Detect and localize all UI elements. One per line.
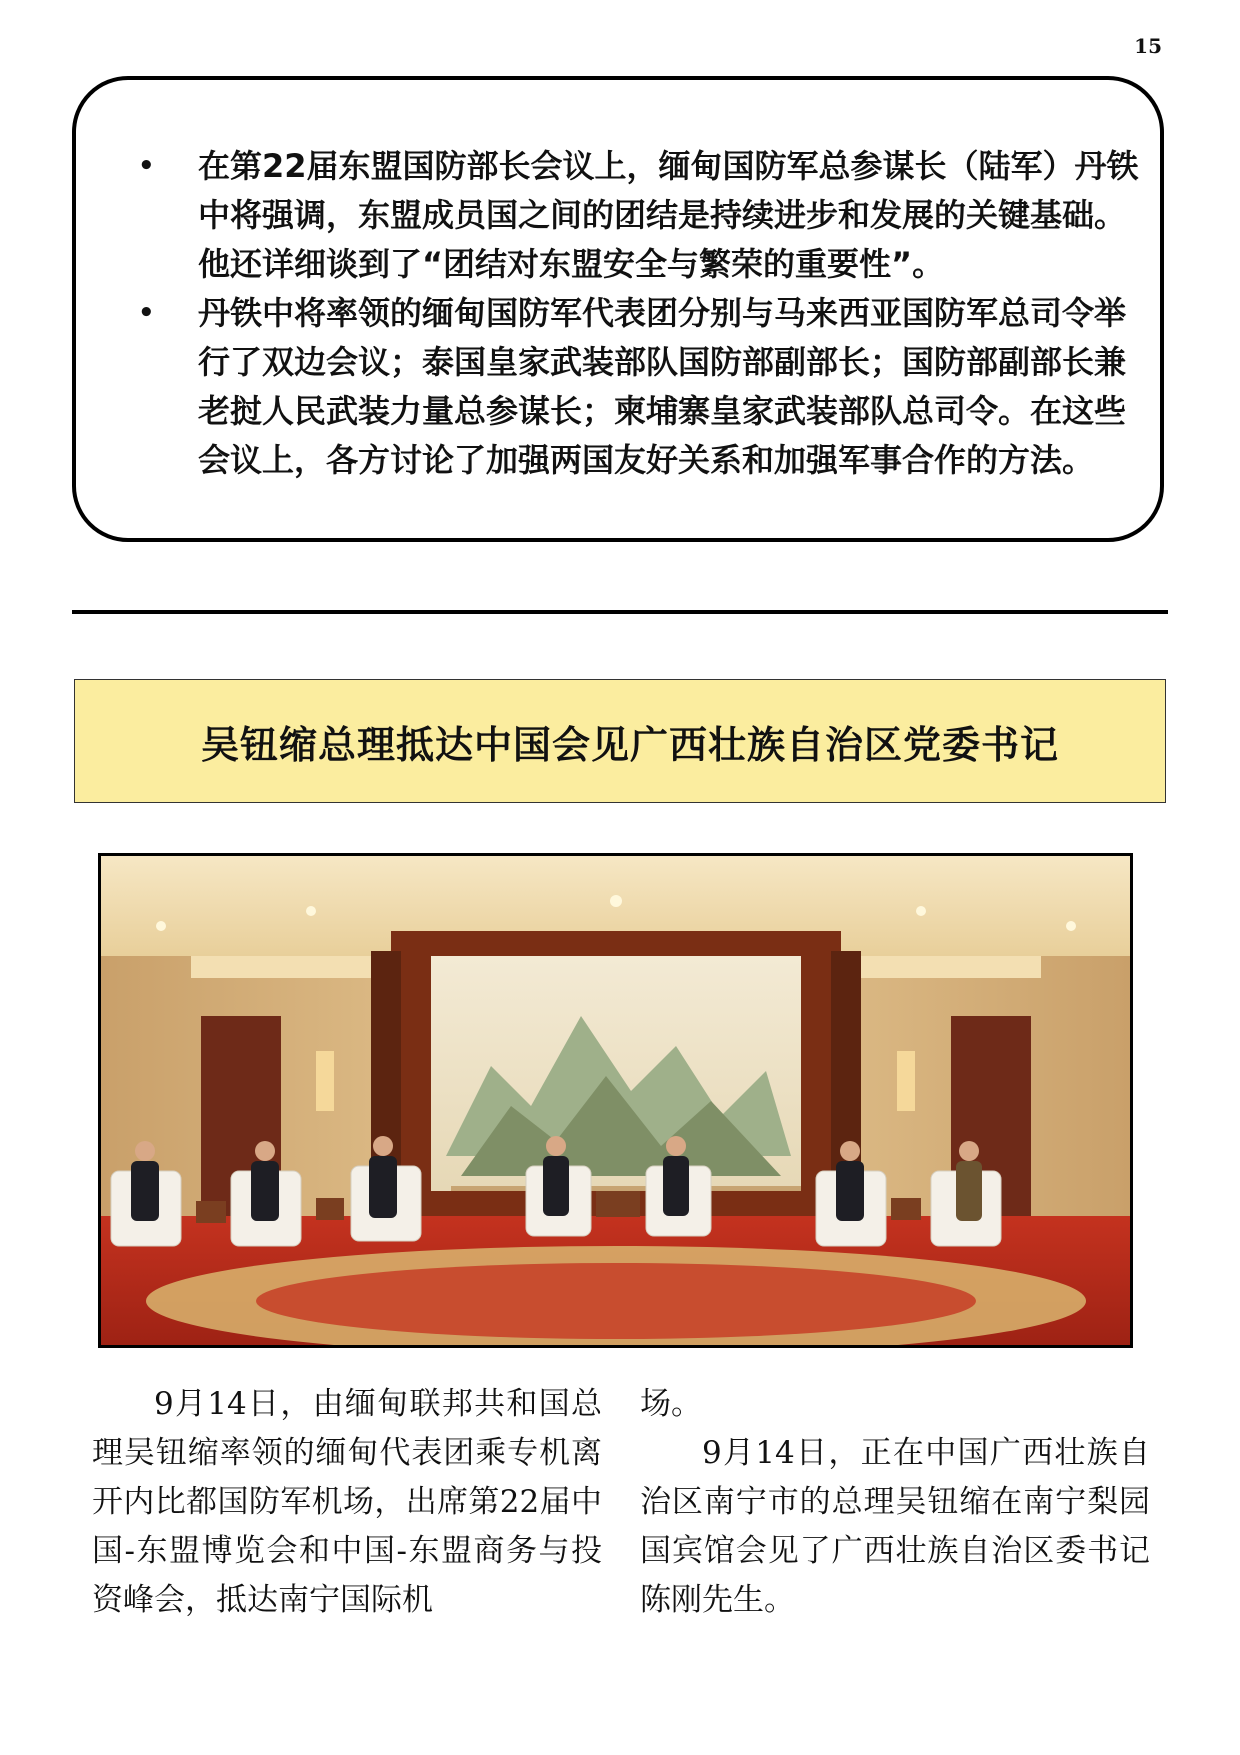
section-divider (72, 610, 1168, 614)
bullet-list (138, 142, 1144, 485)
article-paragraph: 9月14日，由缅甸联邦共和国总理吴钮缩率领的缅甸代表团乘专机离开内比都国防军机场，出席第22届中国-东盟博览会和中国-东盟商务与投资峰会，抵达南宁国际机 (92, 1386, 602, 1618)
bullet-item: • 丹铁中将率领的缅甸国防军代表团分别与马来西亚国防军总司令举行了双边会议；泰国皇家武装部队国防部副部长；国防部副部长兼老挝人民武装力量总参谋长；柬埔寨皇家武装部队总司令。在这些会议上，各方讨论了加强两国友好关系和加强军事合作的方法。 (138, 289, 1144, 485)
article-headline: 吴钮缩总理抵达中国会见广西壮族自治区党委书记 (200, 722, 1059, 767)
bullet-item: • 在第22届东盟国防部长会议上，缅甸国防军总参谋长（陆军）丹铁中将强调，东盟成员国之间的团结是持续进步和发展的关键基础。他还详细谈到了“团结对东盟安全与繁荣的重要性”。 (138, 142, 1144, 289)
page-number: 15 (1134, 34, 1162, 58)
article-column-right (640, 1380, 1150, 1625)
summary-box (72, 76, 1164, 542)
article-column-left (92, 1380, 602, 1625)
headline-banner (74, 679, 1166, 803)
article-paragraph-continuation: 场。 (640, 1386, 702, 1422)
article-paragraph: 9月14日，正在中国广西壮族自治区南宁市的总理吴钮缩在南宁梨园国宾馆会见了广西壮族自治区委书记陈刚先生。 (640, 1435, 1150, 1618)
meeting-photo (98, 853, 1133, 1348)
